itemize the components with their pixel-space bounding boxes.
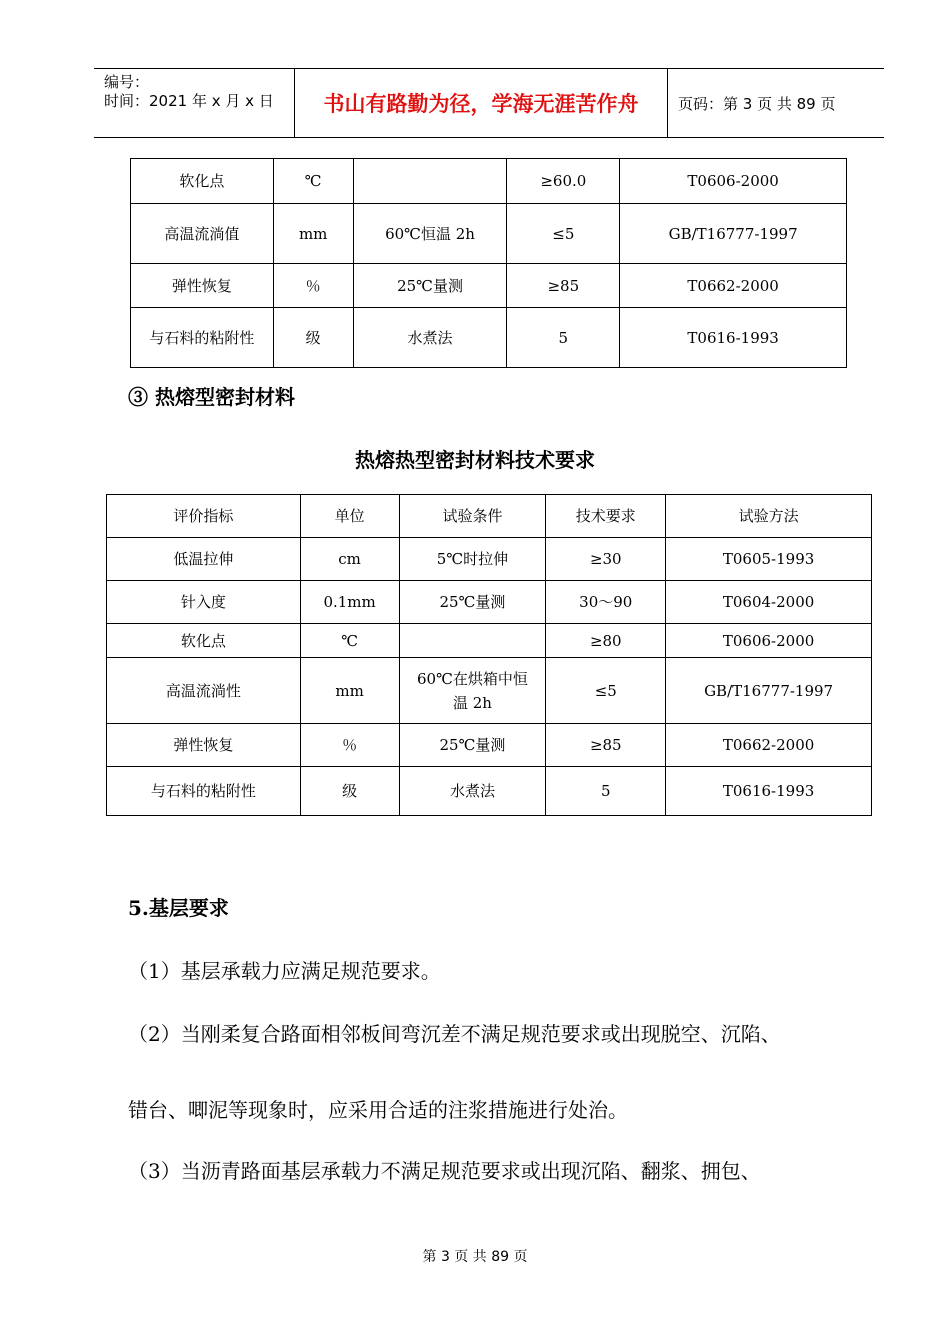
header-motto: 书山有路勤为径，学海无涯苦作舟 (295, 69, 668, 137)
subheading: ③ 热熔型密封材料 (128, 385, 295, 409)
table-cell: 30～90 (546, 581, 666, 624)
table-cell: T0662-2000 (666, 724, 872, 767)
table-cell: ≥80 (546, 624, 666, 658)
table-cell: 高温流淌性 (107, 658, 301, 724)
header-meta-cell (94, 69, 295, 137)
table-cell: 25℃量测 (399, 724, 546, 767)
header-page-info: 页码：第 3 页 共 89 页 (678, 94, 836, 113)
paragraph: 错台、唧泥等现象时，应采用合适的注浆措施进行处治。 (128, 1098, 628, 1122)
table-cell: T0662-2000 (620, 264, 847, 308)
table-cell: 弹性恢复 (107, 724, 301, 767)
paragraph: （2）当刚柔复合路面相邻板间弯沉差不满足规范要求或出现脱空、沉陷、 (128, 1022, 781, 1046)
number-label: 编号： (104, 73, 150, 91)
section-title: 5.基层要求 (128, 896, 229, 920)
spec-table-1 (130, 158, 847, 368)
table-row (131, 159, 847, 204)
table-cell: T0606-2000 (620, 159, 847, 204)
table-cell: 25℃量测 (399, 581, 546, 624)
table-cell: 针入度 (107, 581, 301, 624)
table-title: 热熔热型密封材料技术要求 (355, 448, 595, 472)
table-cell: 5℃时拉伸 (399, 538, 546, 581)
table-cell (399, 624, 546, 658)
table-row (131, 264, 847, 308)
table-row (107, 581, 872, 624)
table-cell: ≥85 (507, 264, 620, 308)
table-cell: T0606-2000 (666, 624, 872, 658)
table-cell: 级 (273, 308, 353, 368)
table-cell: 低温拉伸 (107, 538, 301, 581)
table-cell: 弹性恢复 (131, 264, 274, 308)
table-cell: T0616-1993 (666, 767, 872, 816)
table-cell: 级 (300, 767, 399, 816)
column-header: 单位 (300, 495, 399, 538)
table-cell: ％ (273, 264, 353, 308)
table-cell: ≥30 (546, 538, 666, 581)
table-row (107, 767, 872, 816)
table-cell: ≥85 (546, 724, 666, 767)
table-cell: ℃ (273, 159, 353, 204)
table-row (131, 204, 847, 264)
table-cell: 60℃恒温 2h (353, 204, 507, 264)
column-header: 试验方法 (666, 495, 872, 538)
table-cell: 软化点 (131, 159, 274, 204)
column-header: 试验条件 (399, 495, 546, 538)
table-cell: ℃ (300, 624, 399, 658)
table-cell: 5 (507, 308, 620, 368)
spec-table-2 (106, 494, 872, 816)
table-cell (353, 159, 507, 204)
table-row (107, 538, 872, 581)
time-label: 时间：2021 年 x 月 x 日 (104, 92, 274, 110)
table-cell: 5 (546, 767, 666, 816)
table-cell: 水煮法 (399, 767, 546, 816)
column-header: 评价指标 (107, 495, 301, 538)
table-header-row (107, 495, 872, 538)
table-cell: 软化点 (107, 624, 301, 658)
paragraph: （3）当沥青路面基层承载力不满足规范要求或出现沉陷、翻浆、拥包、 (128, 1159, 761, 1183)
table-cell: mm (273, 204, 353, 264)
table-cell: T0604-2000 (666, 581, 872, 624)
paragraph: （1）基层承载力应满足规范要求。 (128, 959, 441, 983)
table-cell: 与石料的粘附性 (131, 308, 274, 368)
table-row (107, 658, 872, 724)
table-cell: GB/T16777-1997 (666, 658, 872, 724)
table-cell: GB/T16777-1997 (620, 204, 847, 264)
table-cell: 高温流淌值 (131, 204, 274, 264)
table-cell: cm (300, 538, 399, 581)
table-cell: ％ (300, 724, 399, 767)
table-cell: 25℃量测 (353, 264, 507, 308)
table-cell: T0605-1993 (666, 538, 872, 581)
table-cell: 与石料的粘附性 (107, 767, 301, 816)
table-row (107, 724, 872, 767)
table-cell: 水煮法 (353, 308, 507, 368)
table-cell: ≤5 (546, 658, 666, 724)
table-cell: T0616-1993 (620, 308, 847, 368)
column-header: 技术要求 (546, 495, 666, 538)
table-row (107, 624, 872, 658)
table-cell: mm (300, 658, 399, 724)
table-cell: ≤5 (507, 204, 620, 264)
table-row (131, 308, 847, 368)
page-header (94, 68, 884, 138)
table-cell: 60℃在烘箱中恒温 2h (399, 658, 546, 724)
table-cell: 0.1mm (300, 581, 399, 624)
table-cell: ≥60.0 (507, 159, 620, 204)
page-footer: 第 3 页 共 89 页 (422, 1249, 528, 1265)
